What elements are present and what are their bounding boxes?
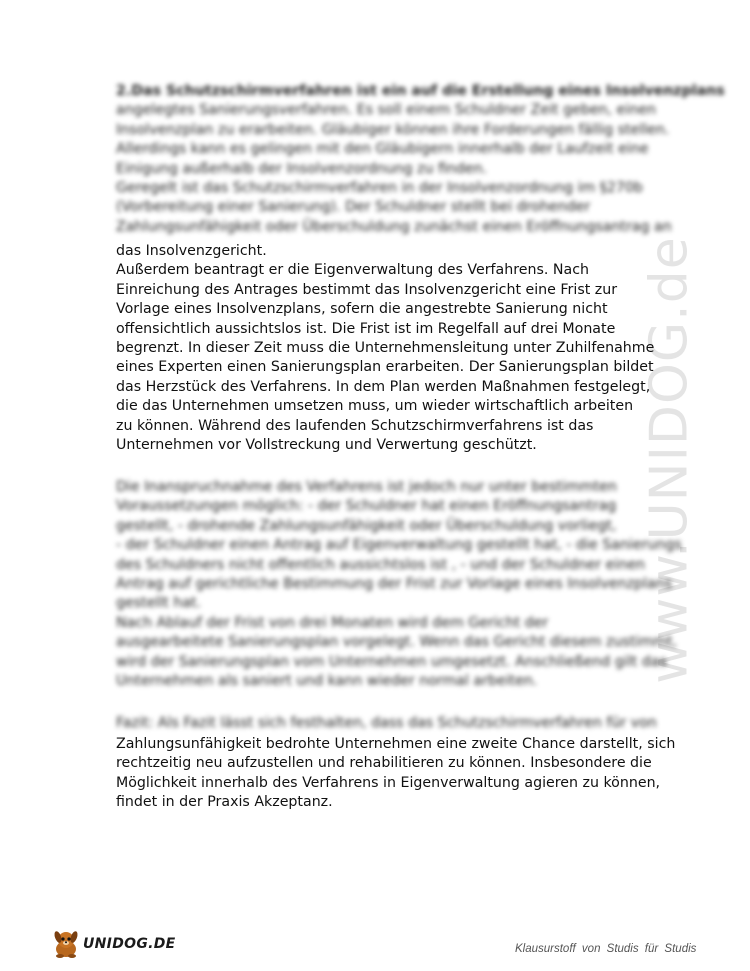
text-line: ausgearbeitete Sanierungsplan vorgelegt. Wenn das Gericht diesem zustimmt, [116,634,678,651]
logo-text: UNIDOG.DE [83,936,176,952]
unidog-logo [52,928,176,960]
text-line: zu können. Während des laufenden Schutzschirmverfahrens ist das [116,417,594,434]
text-line: rechtzeitig neu aufzustellen und rehabilitieren zu können. Insbesondere die [116,755,652,772]
text-line: Unternehmen als saniert und kann wieder normal arbeiten. [116,672,538,689]
text-line: Allerdings kann es gelingen mit den Gläubigern innerhalb der Laufzeit eine [116,141,649,158]
footer-tagline: Klausurstoff von Studis für Studis [515,943,697,955]
clear-paragraph-2 [116,735,676,813]
dog-mascot-icon [52,929,80,959]
text-line: Außerdem beantragt er die Eigenverwaltung des Verfahrens. Nach [116,262,589,279]
blurred-conclusion-line [116,714,657,733]
text-line: offensichtlich aussichtslos ist. Die Frist ist im Regelfall auf drei Monate [116,320,616,337]
blurred-paragraph-1 [116,82,725,237]
text-line: Voraussetzungen möglich: - der Schuldner hat einen Eröffnungsantrag [116,498,617,515]
blurred-paragraph-2 [116,478,682,691]
text-line: Zahlungsunfähigkeit bedrohte Unternehmen eine zweite Chance darstellt, sich [116,736,676,752]
text-line: Geregelt ist das Schutzschirmverfahren in der Insolvenzordnung im §270b [116,179,643,196]
text-line: - der Schuldner einen Antrag auf Eigenverwaltung gestellt hat, - die Sanierungs [116,537,682,554]
text-line: Möglichkeit innerhalb des Verfahrens in Eigenverwaltung agieren zu können, [116,774,661,791]
text-line: des Schuldners nicht offentlich aussichtslos ist , - und der Schuldner einen [116,556,646,573]
text-line: Zahlungsunfähigkeit oder Überschuldung zunächst einen Eröffnungsantrag an [116,218,672,235]
clear-paragraph-1 [116,242,655,455]
text-line: eines Experten einen Sanierungsplan erarbeiten. Der Sanierungsplan bildet [116,359,654,376]
text-line: Insolvenzplan zu erarbeiten. Gläubiger können ihre Forderungen fällig stellen. [116,121,670,138]
text-line: begrenzt. In dieser Zeit muss die Unternehmensleitung unter Zuhilfenahme [116,339,655,356]
text-line: gestellt, - drohende Zahlungsunfähigkeit oder Überschuldung vorliegt, [116,517,617,534]
watermark [640,236,700,684]
text-line: das Herzstück des Verfahrens. In dem Plan werden Maßnahmen festgelegt, [116,378,651,395]
text-line: wird der Sanierungsplan vom Unternehmen umgesetzt. Anschließend gilt das [116,653,667,670]
text-line: angelegtes Sanierungsverfahren. Es soll einem Schuldner Zeit geben, einen [116,102,656,119]
text-line: findet in der Praxis Akzeptanz. [116,794,333,811]
text-line: das Insolvenzgericht. [116,243,267,259]
text-line: Antrag auf gerichtliche Bestimmung der Frist zur Vorlage eines Insolvenzplans [116,575,673,592]
text-line: (Vorbereitung einer Sanierung). Der Schuldner stellt bei drohender [116,199,591,216]
text-line: Vorlage eines Insolvenzplans, sofern die angestrebte Sanierung nicht [116,301,608,318]
text-line: Unternehmen vor Vollstreckung und Verwertung geschützt. [116,436,537,453]
text-line: gestellt hat. [116,595,202,612]
text-line: Fazit: Als Fazit lässt sich festhalten, dass das Schutzschirmverfahren für von [116,715,657,731]
text-line: Nach Ablauf der Frist von drei Monaten wird dem Gericht der [116,614,549,631]
text-line: Einreichung des Antrages bestimmt das Insolvenzgericht eine Frist zur [116,281,618,298]
text-line: Einigung außerhalb der Insolvenzordnung zu finden. [116,160,488,177]
text-line: 2.Das Schutzschirmverfahren ist ein auf die Erstellung eines Insolvenzplans [116,83,725,99]
text-line: die das Unternehmen umsetzen muss, um wieder wirtschaftlich arbeiten [116,398,634,415]
watermark-text: www.UNIDOG.de [640,236,700,684]
text-line: Die Inanspruchnahme des Verfahrens ist jedoch nur unter bestimmten [116,479,617,495]
